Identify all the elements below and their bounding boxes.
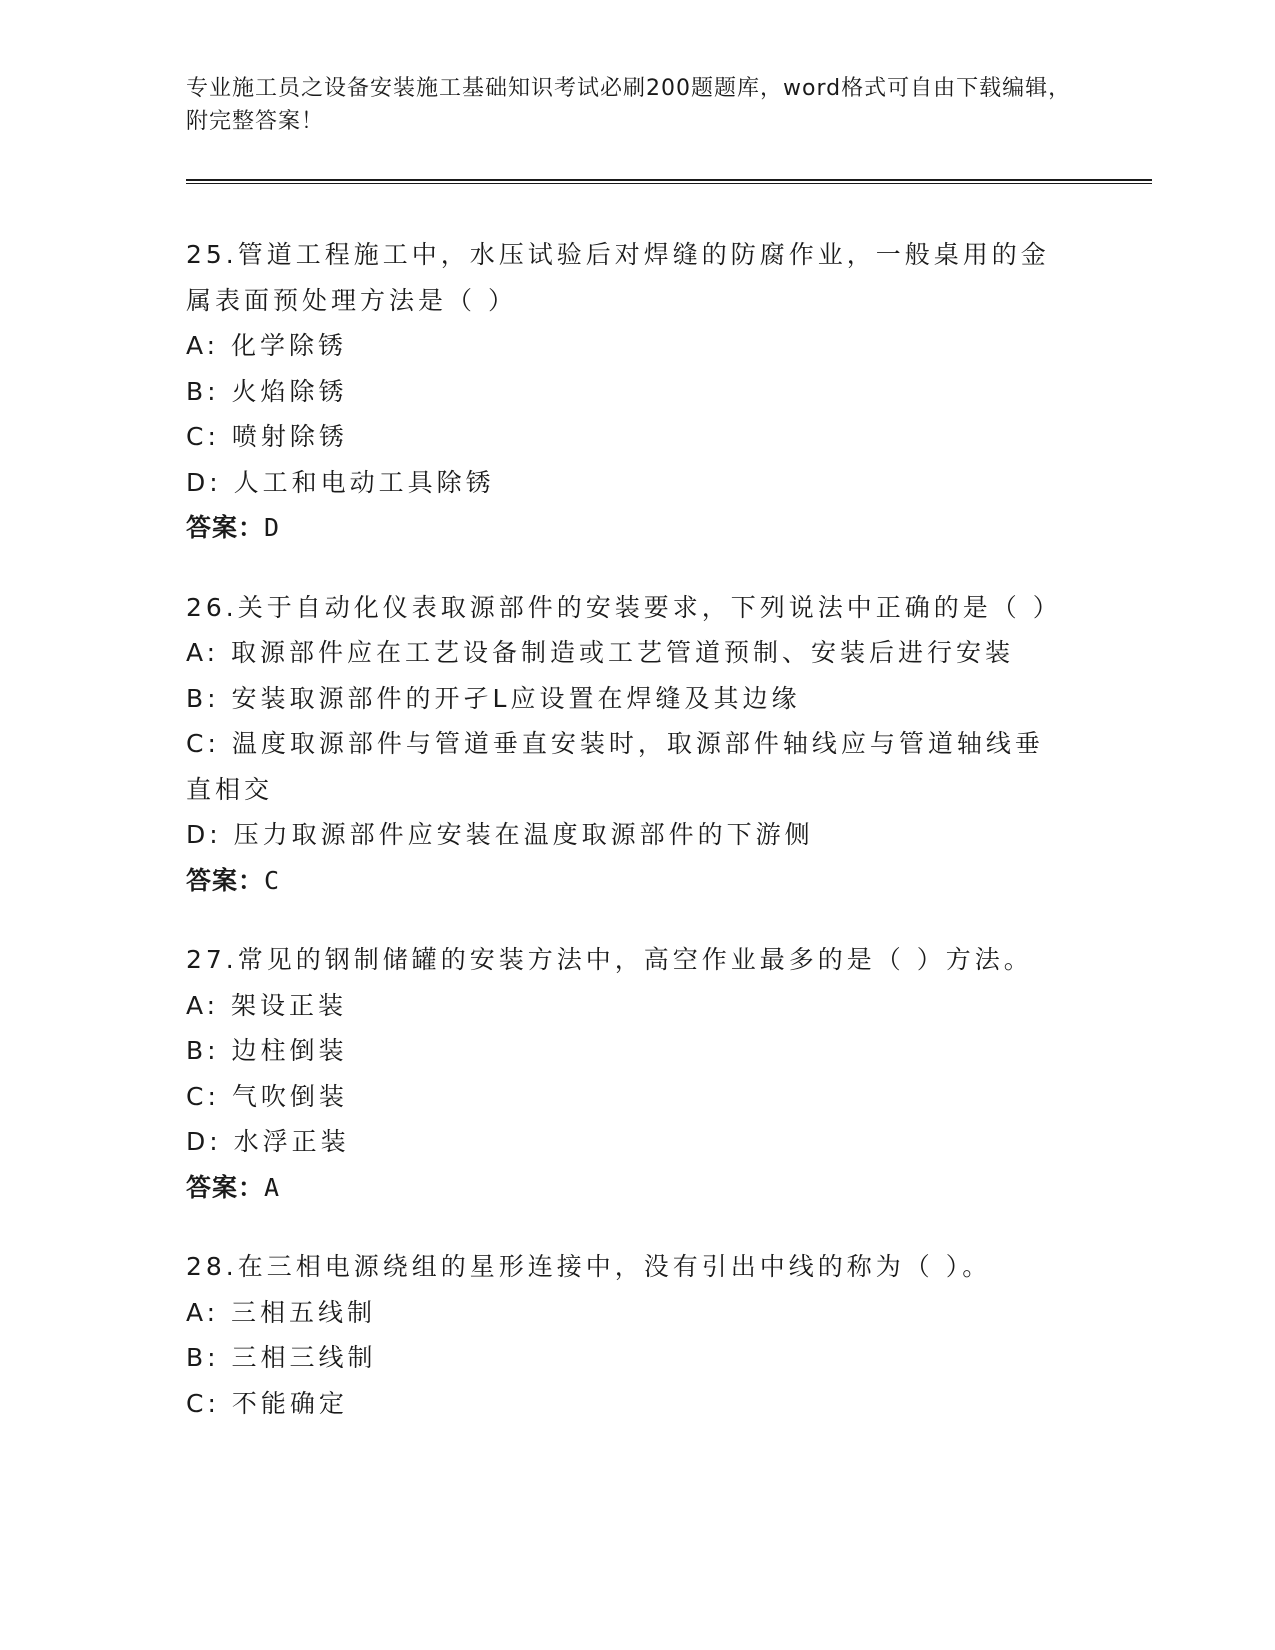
question-28 <box>186 1244 1086 1426</box>
answer-line <box>186 1165 1086 1211</box>
question-26 <box>186 585 1086 904</box>
question-25 <box>186 232 1086 551</box>
answer-line <box>186 505 1086 551</box>
option-d: D: 人工和电动工具除锈 <box>186 467 495 497</box>
answer-label: 答案： <box>186 513 265 542</box>
header-divider <box>186 179 1152 184</box>
option-b: B: 三相三线制 <box>186 1343 377 1372</box>
question-stem: 25.管道工程施工中，水压试验后对焊缝的防腐作业，一般桌用的金属表面预处理方法是（ ） <box>186 240 1050 315</box>
question-stem: 28.在三相电源绕组的星形连接中，没有引出中线的称为（ ）。 <box>186 1252 992 1281</box>
option-b: B: 安装取源部件的开孑L应设置在焊缝及其边缘 <box>186 683 801 713</box>
option-a: A: 取源部件应在工艺设备制造或工艺管道预制、安装后进行安装 <box>186 638 1015 667</box>
option-d: D: 水浮正装 <box>186 1127 350 1156</box>
option-b: B: 火焰除锈 <box>186 376 348 406</box>
option-c: C: 温度取源部件与管道垂直安装时，取源部件轴线应与管道轴线垂直相交 <box>186 729 1044 804</box>
answer-label: 答案： <box>186 1172 265 1202</box>
answer-value: C <box>264 865 281 895</box>
option-a: A: 架设正装 <box>186 990 348 1020</box>
option-d: D: 压力取源部件应安装在温度取源部件的下游侧 <box>186 820 814 849</box>
option-a: A: 化学除锈 <box>186 331 348 360</box>
answer-line <box>186 858 1086 904</box>
option-a: A: 三相五线制 <box>186 1297 377 1327</box>
option-c: C: 喷射除锈 <box>186 422 348 451</box>
question-stem: 26.关于自动化仪表取源部件的安装要求，下列说法中正确的是（ ） <box>186 592 1062 622</box>
option-b: B: 边柱倒装 <box>186 1036 348 1065</box>
answer-value: A <box>264 1172 281 1202</box>
question-27 <box>186 937 1086 1210</box>
answer-value: D <box>264 513 281 542</box>
answer-label: 答案： <box>186 865 265 895</box>
question-stem: 27.常见的钢制储罐的安装方法中，高空作业最多的是（ ）方法。 <box>186 945 1033 974</box>
option-c: C: 不能确定 <box>186 1388 348 1418</box>
option-c: C: 气吹倒装 <box>186 1081 348 1111</box>
question-list <box>186 232 1086 1460</box>
document-header: 专业施工员之设备安装施工基础知识考试必刷200题题库，word格式可自由下载编辑，附完整答案！ <box>186 76 1072 134</box>
